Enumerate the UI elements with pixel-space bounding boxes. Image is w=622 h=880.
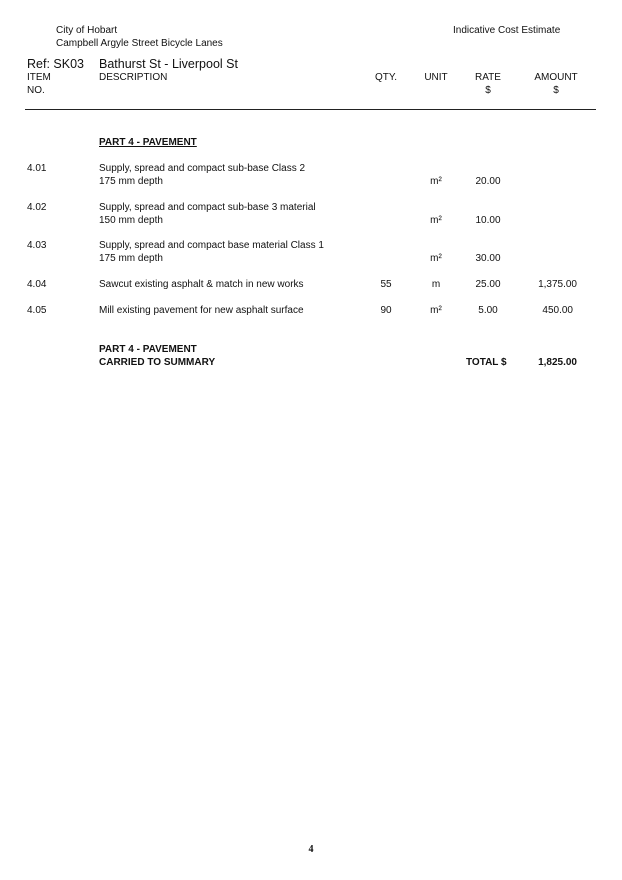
org-name: City of Hobart [56,25,118,36]
col-item-label: ITEM [27,72,51,83]
page-number: 4 [308,844,314,855]
item-unit: m² [430,215,442,226]
col-rate-label: RATE [475,72,501,83]
col-amount-label: AMOUNT [534,72,578,83]
item-rate: 5.00 [478,305,498,316]
col-description-label: DESCRIPTION [99,72,168,83]
reference-code: Ref: SK03 [27,57,84,71]
col-unit-label: UNIT [424,72,448,83]
header-divider [25,109,596,110]
section-title: PART 4 - PAVEMENT [99,137,197,148]
item-description-detail: 175 mm depth [99,176,163,187]
item-description: Supply, spread and compact sub-base 3 material [99,202,316,213]
item-description: Supply, spread and compact base material Class 1 [99,240,324,251]
item-qty: 55 [380,279,392,290]
col-item-no-label: NO. [27,85,45,96]
item-unit: m² [430,176,442,187]
item-amount: 1,375.00 [538,279,577,290]
item-number: 4.01 [27,163,47,174]
item-unit: m [431,279,441,290]
item-number: 4.04 [27,279,47,290]
item-qty: 90 [380,305,392,316]
total-label: TOTAL $ [466,357,507,368]
item-rate: 30.00 [475,253,501,264]
summary-part-title: PART 4 - PAVEMENT [99,344,197,355]
item-description: Supply, spread and compact sub-base Class 2 [99,163,306,174]
document-type: Indicative Cost Estimate [453,25,561,36]
col-qty-label: QTY. [374,72,398,83]
item-unit: m² [430,305,442,316]
item-number: 4.02 [27,202,47,213]
item-amount: 450.00 [542,305,573,316]
item-description: Sawcut existing asphalt & match in new works [99,279,304,290]
item-unit: m² [430,253,442,264]
item-description: Mill existing pavement for new asphalt surface [99,305,304,316]
total-value: 1,825.00 [538,357,577,368]
col-rate-currency: $ [485,85,491,96]
item-rate: 10.00 [475,215,501,226]
item-description-detail: 150 mm depth [99,215,163,226]
reference-location: Bathurst St - Liverpool St [99,57,238,71]
item-rate: 25.00 [475,279,501,290]
item-number: 4.05 [27,305,47,316]
project-name: Campbell Argyle Street Bicycle Lanes [56,38,223,49]
item-rate: 20.00 [475,176,501,187]
item-number: 4.03 [27,240,47,251]
col-amount-currency: $ [553,85,559,96]
summary-carried-label: CARRIED TO SUMMARY [99,357,216,368]
item-description-detail: 175 mm depth [99,253,163,264]
